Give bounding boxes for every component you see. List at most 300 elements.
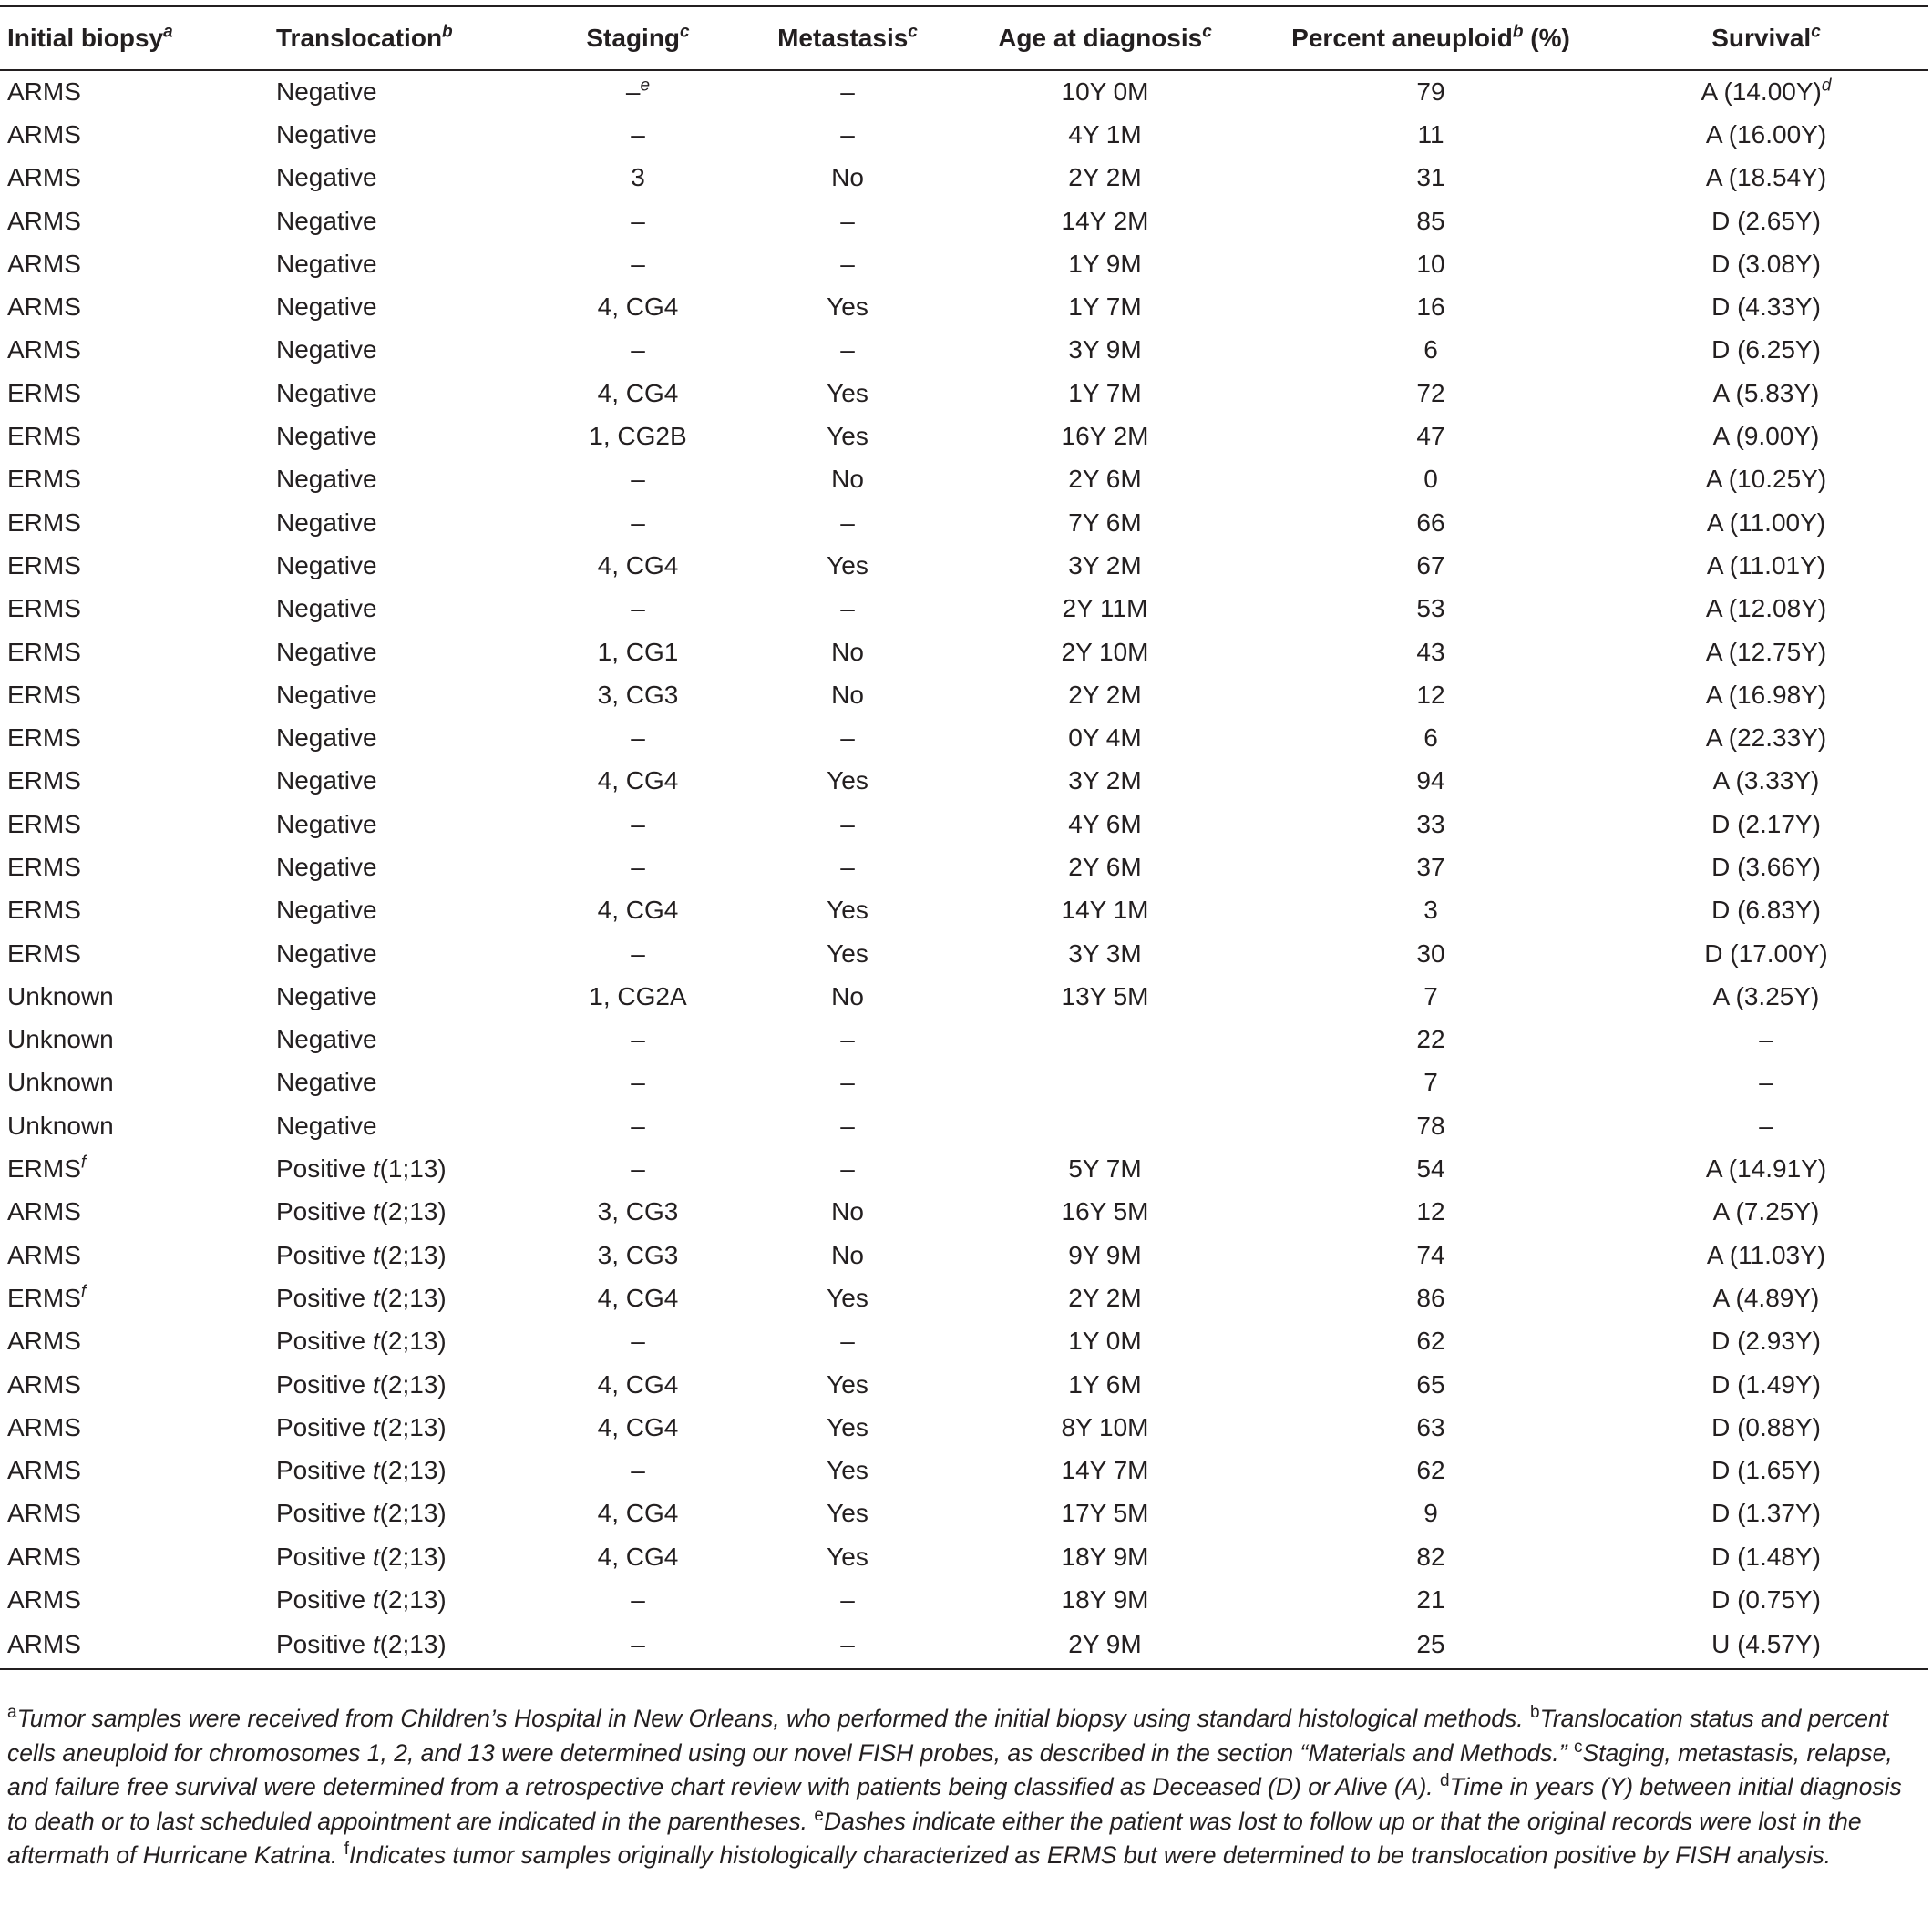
cell-translocation: [269, 1234, 533, 1276]
cell-translocation: [269, 1147, 533, 1190]
age-value: 4Y 1M: [1068, 119, 1142, 149]
cell-translocation: [269, 975, 533, 1018]
aneuploid-value: 22: [1416, 1025, 1445, 1054]
cell-aneuploid: [1258, 1450, 1604, 1492]
survival-value: A (14.00Y): [1701, 77, 1822, 107]
cell-metastasis: [743, 1191, 952, 1234]
table-body: [0, 70, 1928, 1669]
translocation-t: t: [372, 1585, 380, 1615]
cell-staging: [533, 1019, 743, 1061]
cell-aneuploid: [1258, 1019, 1604, 1061]
cell-metastasis: [743, 889, 952, 932]
footnote-mark: f: [344, 1840, 349, 1860]
cell-translocation: [269, 458, 533, 501]
metastasis-value: No: [831, 465, 864, 494]
cell-initial-biopsy: [0, 975, 269, 1018]
cell-initial-biopsy: [0, 501, 269, 544]
translocation-status: Negative: [276, 163, 377, 192]
cell-initial-biopsy: [0, 1147, 269, 1190]
cell-survival: [1604, 1450, 1928, 1492]
aneuploid-value: 72: [1416, 378, 1445, 407]
staging-value: –: [631, 1154, 645, 1184]
aneuploid-value: 79: [1416, 77, 1445, 107]
translocation-code: (2;13): [379, 1412, 447, 1441]
cell-age: [952, 242, 1258, 285]
table-row: [0, 1104, 1928, 1147]
aneuploid-value: 66: [1416, 508, 1445, 537]
cell-survival: [1604, 1147, 1928, 1190]
metastasis-value: Yes: [827, 1283, 868, 1312]
cell-aneuploid: [1258, 329, 1604, 372]
table-row: [0, 372, 1928, 415]
cell-metastasis: [743, 760, 952, 803]
survival-value: –: [1759, 1025, 1773, 1054]
cell-translocation: [269, 588, 533, 631]
table-row: [0, 113, 1928, 156]
table-row: [0, 1535, 1928, 1578]
translocation-status: Negative: [276, 1025, 377, 1054]
translocation-status: Negative: [276, 1111, 377, 1140]
cell-aneuploid: [1258, 1147, 1604, 1190]
table-row: [0, 631, 1928, 673]
translocation-t: t: [372, 1240, 380, 1269]
cell-survival: [1604, 70, 1928, 113]
table-row: [0, 415, 1928, 457]
biopsy-value: ERMS: [7, 680, 81, 709]
data-table: [0, 5, 1928, 1670]
biopsy-value: ARMS: [7, 292, 81, 322]
translocation-code: (2;13): [379, 1542, 447, 1571]
table-row: [0, 501, 1928, 544]
survival-value: D (4.33Y): [1711, 292, 1821, 322]
translocation-status: Positive: [276, 1327, 366, 1356]
cell-translocation: [269, 673, 533, 716]
biopsy-value: ARMS: [7, 1499, 81, 1528]
biopsy-value: ARMS: [7, 77, 81, 107]
cell-initial-biopsy: [0, 631, 269, 673]
cell-aneuploid: [1258, 285, 1604, 328]
translocation-code: (2;13): [379, 1240, 447, 1269]
cell-age: [952, 544, 1258, 587]
translocation-status: Positive: [276, 1197, 366, 1226]
cell-staging: [533, 1622, 743, 1669]
translocation-status: Negative: [276, 292, 377, 322]
biopsy-value: ERMS: [7, 1283, 81, 1312]
staging-value: 4, CG4: [597, 378, 679, 407]
cell-survival: [1604, 329, 1928, 372]
age-value: 16Y 2M: [1061, 422, 1149, 451]
biopsy-value: ERMS: [7, 637, 81, 666]
translocation-t: t: [372, 1542, 380, 1571]
age-value: 14Y 2M: [1061, 206, 1149, 235]
cell-metastasis: [743, 1622, 952, 1669]
staging-value: 3: [631, 163, 645, 192]
survival-value: D (0.75Y): [1711, 1585, 1821, 1615]
cell-metastasis: [743, 157, 952, 200]
staging-value: –: [631, 723, 645, 753]
aneuploid-value: 11: [1417, 119, 1444, 149]
metastasis-value: –: [840, 119, 855, 149]
table-row: [0, 285, 1928, 328]
table-row: [0, 1450, 1928, 1492]
metastasis-value: No: [831, 163, 864, 192]
translocation-status: Negative: [276, 77, 377, 107]
staging-value: 4, CG4: [597, 292, 679, 322]
translocation-status: Negative: [276, 249, 377, 278]
column-header-label: Initial biopsy: [7, 24, 164, 52]
biopsy-value: ERMS: [7, 896, 81, 925]
footnotes: [7, 1702, 1925, 1873]
survival-value: D (17.00Y): [1704, 938, 1828, 968]
staging-value: 1, CG2A: [589, 981, 687, 1010]
column-header: [743, 6, 952, 70]
cell-staging: [533, 1234, 743, 1276]
translocation-t: t: [372, 1630, 380, 1659]
survival-value: A (12.08Y): [1705, 594, 1827, 623]
cell-initial-biopsy: [0, 1191, 269, 1234]
aneuploid-value: 30: [1416, 938, 1445, 968]
metastasis-value: No: [831, 637, 864, 666]
translocation-status: Positive: [276, 1630, 366, 1659]
survival-value: A (22.33Y): [1705, 723, 1827, 753]
translocation-status: Negative: [276, 335, 377, 364]
table-row: [0, 1492, 1928, 1535]
cell-translocation: [269, 157, 533, 200]
cell-translocation: [269, 631, 533, 673]
cell-translocation: [269, 1061, 533, 1104]
cell-survival: [1604, 544, 1928, 587]
cell-metastasis: [743, 329, 952, 372]
biopsy-value: Unknown: [7, 1111, 114, 1140]
cell-aneuploid: [1258, 1363, 1604, 1406]
cell-translocation: [269, 113, 533, 156]
cell-age: [952, 285, 1258, 328]
survival-value: D (6.83Y): [1711, 896, 1821, 925]
staging-value: 4, CG4: [597, 1412, 679, 1441]
translocation-status: Negative: [276, 206, 377, 235]
cell-metastasis: [743, 200, 952, 242]
survival-value: D (1.49Y): [1711, 1369, 1821, 1399]
cell-metastasis: [743, 803, 952, 846]
survival-value: D (2.17Y): [1711, 809, 1821, 838]
cell-staging: [533, 1320, 743, 1363]
cell-aneuploid: [1258, 588, 1604, 631]
cell-survival: [1604, 846, 1928, 888]
translocation-status: Negative: [276, 508, 377, 537]
cell-age: [952, 501, 1258, 544]
cell-aneuploid: [1258, 1406, 1604, 1449]
cell-initial-biopsy: [0, 1622, 269, 1669]
survival-value: D (1.48Y): [1711, 1542, 1821, 1571]
column-header: [1604, 6, 1928, 70]
aneuploid-value: 31: [1416, 163, 1445, 192]
age-value: 7Y 6M: [1068, 508, 1142, 537]
cell-staging: [533, 501, 743, 544]
cell-survival: [1604, 200, 1928, 242]
table-row: [0, 1234, 1928, 1276]
metastasis-value: –: [840, 1630, 855, 1659]
translocation-t: t: [372, 1154, 380, 1184]
cell-initial-biopsy: [0, 113, 269, 156]
aneuploid-value: 3: [1423, 896, 1438, 925]
cell-age: [952, 932, 1258, 975]
cell-translocation: [269, 1276, 533, 1319]
cell-staging: [533, 285, 743, 328]
cell-translocation: [269, 1535, 533, 1578]
cell-metastasis: [743, 1019, 952, 1061]
cell-aneuploid: [1258, 631, 1604, 673]
cell-survival: [1604, 932, 1928, 975]
aneuploid-value: 21: [1416, 1585, 1445, 1615]
footnote-marker: d: [1821, 76, 1832, 96]
cell-aneuploid: [1258, 1578, 1604, 1621]
aneuploid-value: 62: [1416, 1327, 1445, 1356]
cell-metastasis: [743, 113, 952, 156]
aneuploid-value: 47: [1416, 422, 1445, 451]
aneuploid-value: 12: [1416, 680, 1445, 709]
cell-age: [952, 157, 1258, 200]
column-header-label: Age at diagnosis: [998, 24, 1203, 52]
biopsy-value: ERMS: [7, 465, 81, 494]
age-value: 9Y 9M: [1068, 1240, 1142, 1269]
translocation-status: Negative: [276, 422, 377, 451]
age-value: 1Y 9M: [1068, 249, 1142, 278]
translocation-status: Positive: [276, 1499, 366, 1528]
cell-survival: [1604, 975, 1928, 1018]
metastasis-value: –: [840, 809, 855, 838]
cell-survival: [1604, 113, 1928, 156]
cell-metastasis: [743, 1535, 952, 1578]
cell-aneuploid: [1258, 1535, 1604, 1578]
cell-initial-biopsy: [0, 1019, 269, 1061]
cell-survival: [1604, 1104, 1928, 1147]
aneuploid-value: 54: [1416, 1154, 1445, 1184]
aneuploid-value: 10: [1416, 249, 1445, 278]
cell-initial-biopsy: [0, 372, 269, 415]
table-row: [0, 1191, 1928, 1234]
cell-translocation: [269, 1191, 533, 1234]
staging-value: 4, CG4: [597, 1283, 679, 1312]
aneuploid-value: 74: [1416, 1240, 1445, 1269]
staging-value: –: [631, 1068, 645, 1097]
column-header: [0, 6, 269, 70]
aneuploid-value: 6: [1423, 335, 1438, 364]
cell-staging: [533, 1450, 743, 1492]
cell-staging: [533, 846, 743, 888]
cell-initial-biopsy: [0, 200, 269, 242]
metastasis-value: Yes: [827, 1412, 868, 1441]
cell-aneuploid: [1258, 242, 1604, 285]
age-value: 2Y 6M: [1068, 852, 1142, 881]
staging-value: –: [631, 508, 645, 537]
column-header: [269, 6, 533, 70]
age-value: 17Y 5M: [1061, 1499, 1149, 1528]
translocation-code: (2;13): [379, 1197, 447, 1226]
cell-age: [952, 846, 1258, 888]
survival-value: A (18.54Y): [1705, 163, 1827, 192]
cell-age: [952, 803, 1258, 846]
biopsy-value: ERMS: [7, 938, 81, 968]
cell-age: [952, 673, 1258, 716]
cell-aneuploid: [1258, 889, 1604, 932]
translocation-code: (2;13): [379, 1499, 447, 1528]
staging-value: –: [631, 1327, 645, 1356]
metastasis-value: –: [840, 1111, 855, 1140]
header-row: [0, 6, 1928, 70]
cell-translocation: [269, 932, 533, 975]
survival-value: A (4.89Y): [1712, 1283, 1820, 1312]
cell-metastasis: [743, 372, 952, 415]
translocation-t: t: [372, 1412, 380, 1441]
table-row: [0, 760, 1928, 803]
cell-aneuploid: [1258, 1234, 1604, 1276]
cell-translocation: [269, 329, 533, 372]
column-header-label: Translocation: [276, 24, 443, 52]
translocation-status: Positive: [276, 1542, 366, 1571]
metastasis-value: –: [840, 1585, 855, 1615]
cell-aneuploid: [1258, 975, 1604, 1018]
age-value: 3Y 9M: [1068, 335, 1142, 364]
cell-aneuploid: [1258, 803, 1604, 846]
translocation-status: Negative: [276, 896, 377, 925]
staging-value: –: [631, 1585, 645, 1615]
table-row: [0, 200, 1928, 242]
cell-age: [952, 1622, 1258, 1669]
survival-value: A (3.25Y): [1712, 981, 1820, 1010]
age-value: 1Y 7M: [1068, 292, 1142, 322]
aneuploid-value: 6: [1423, 723, 1438, 753]
aneuploid-value: 85: [1416, 206, 1445, 235]
cell-survival: [1604, 1276, 1928, 1319]
cell-metastasis: [743, 846, 952, 888]
cell-staging: [533, 1492, 743, 1535]
staging-value: 1, CG1: [597, 637, 679, 666]
age-value: 0Y 4M: [1068, 723, 1142, 753]
cell-aneuploid: [1258, 716, 1604, 759]
cell-initial-biopsy: [0, 846, 269, 888]
staging-value: 4, CG4: [597, 766, 679, 795]
survival-value: D (6.25Y): [1711, 335, 1821, 364]
footnote-marker: e: [640, 76, 651, 96]
cell-age: [952, 1363, 1258, 1406]
age-value: 13Y 5M: [1061, 981, 1149, 1010]
staging-value: –: [631, 938, 645, 968]
cell-initial-biopsy: [0, 415, 269, 457]
cell-staging: [533, 889, 743, 932]
metastasis-value: No: [831, 1197, 864, 1226]
survival-value: A (14.91Y): [1705, 1154, 1827, 1184]
metastasis-value: –: [840, 723, 855, 753]
aneuploid-value: 82: [1416, 1542, 1445, 1571]
metastasis-value: Yes: [827, 1542, 868, 1571]
cell-staging: [533, 975, 743, 1018]
metastasis-value: Yes: [827, 378, 868, 407]
cell-survival: [1604, 501, 1928, 544]
footnote-mark: a: [7, 1703, 17, 1723]
age-value: 14Y 7M: [1061, 1456, 1149, 1485]
table-row: [0, 1363, 1928, 1406]
staging-value: –: [631, 1111, 645, 1140]
cell-initial-biopsy: [0, 889, 269, 932]
cell-translocation: [269, 1320, 533, 1363]
table-row: [0, 975, 1928, 1018]
cell-initial-biopsy: [0, 588, 269, 631]
age-value: 1Y 0M: [1068, 1327, 1142, 1356]
cell-age: [952, 1276, 1258, 1319]
translocation-status: Negative: [276, 852, 377, 881]
staging-value: –: [631, 594, 645, 623]
cell-age: [952, 1061, 1258, 1104]
cell-staging: [533, 1406, 743, 1449]
cell-aneuploid: [1258, 760, 1604, 803]
cell-age: [952, 113, 1258, 156]
table-row: [0, 803, 1928, 846]
biopsy-value: ARMS: [7, 1412, 81, 1441]
biopsy-value: ERMS: [7, 508, 81, 537]
cell-age: [952, 1147, 1258, 1190]
cell-metastasis: [743, 1363, 952, 1406]
cell-staging: [533, 1061, 743, 1104]
metastasis-value: Yes: [827, 896, 868, 925]
survival-value: –: [1759, 1111, 1773, 1140]
cell-initial-biopsy: [0, 544, 269, 587]
cell-aneuploid: [1258, 1104, 1604, 1147]
cell-staging: [533, 458, 743, 501]
table-row: [0, 588, 1928, 631]
metastasis-value: –: [840, 594, 855, 623]
cell-aneuploid: [1258, 200, 1604, 242]
footnote-marker: c: [1811, 22, 1821, 42]
footnote-text: Dashes indicate either the patient was lost to follow up or that the original records were lost in the aftermath of Hurricane Katrina.: [7, 1807, 1862, 1869]
cell-initial-biopsy: [0, 760, 269, 803]
cell-translocation: [269, 1492, 533, 1535]
translocation-status: Negative: [276, 938, 377, 968]
age-value: 2Y 2M: [1068, 680, 1142, 709]
survival-value: D (1.37Y): [1711, 1499, 1821, 1528]
cell-metastasis: [743, 1234, 952, 1276]
biopsy-value: Unknown: [7, 1025, 114, 1054]
translocation-status: Negative: [276, 1068, 377, 1097]
aneuploid-value: 43: [1416, 637, 1445, 666]
survival-value: D (3.66Y): [1711, 852, 1821, 881]
cell-initial-biopsy: [0, 1578, 269, 1621]
cell-staging: [533, 242, 743, 285]
footnote-marker: b: [442, 22, 453, 42]
age-value: 18Y 9M: [1061, 1585, 1149, 1615]
survival-value: A (10.25Y): [1705, 465, 1827, 494]
staging-value: 3, CG3: [597, 680, 679, 709]
translocation-code: (1;13): [379, 1154, 447, 1184]
staging-value: 3, CG3: [597, 1240, 679, 1269]
cell-aneuploid: [1258, 1492, 1604, 1535]
cell-translocation: [269, 285, 533, 328]
table-row: [0, 932, 1928, 975]
cell-staging: [533, 415, 743, 457]
cell-age: [952, 1450, 1258, 1492]
cell-initial-biopsy: [0, 285, 269, 328]
cell-age: [952, 1191, 1258, 1234]
cell-staging: [533, 157, 743, 200]
cell-age: [952, 1406, 1258, 1449]
cell-staging: [533, 1578, 743, 1621]
footnote-mark: c: [1574, 1737, 1583, 1757]
biopsy-value: ARMS: [7, 1240, 81, 1269]
cell-initial-biopsy: [0, 932, 269, 975]
cell-aneuploid: [1258, 70, 1604, 113]
cell-translocation: [269, 1406, 533, 1449]
footnote-text: Tumor samples were received from Children’s Hospital in New Orleans, who performed the initial biopsy using standard histological methods.: [16, 1705, 1524, 1732]
cell-metastasis: [743, 415, 952, 457]
